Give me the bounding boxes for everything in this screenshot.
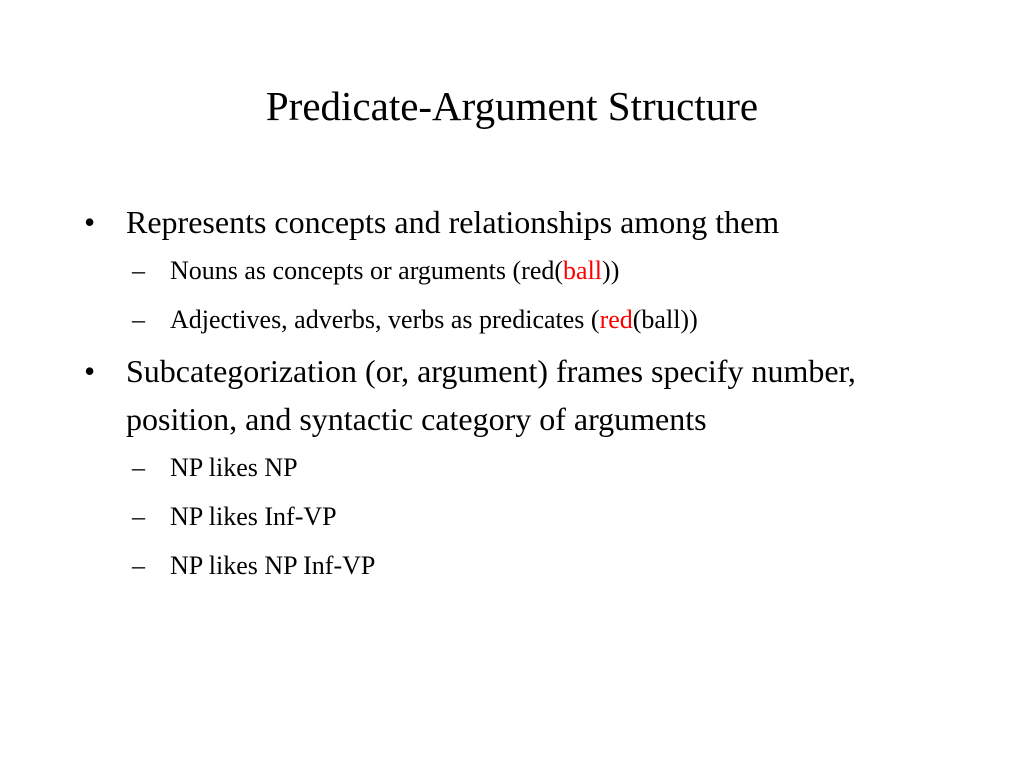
- bullet-list: [84, 198, 944, 593]
- bullet-marker: •: [84, 204, 96, 240]
- sub-bullet-text-before: Nouns as concepts or arguments (red(: [170, 256, 564, 285]
- bullet-item-subcategorization: [84, 347, 944, 590]
- sub-bullet-text-after: (ball)): [632, 305, 698, 334]
- dash-marker: –: [132, 305, 145, 334]
- bullet-text: Subcategorization (or, argument) frames specify number, position, and syntactic category of arguments: [126, 353, 856, 437]
- sub-bullet-frame-1: [126, 443, 944, 492]
- sub-bullet-predicates: [126, 295, 944, 344]
- sub-bullet-list: [126, 246, 944, 344]
- sub-bullet-frame-3: [126, 541, 944, 590]
- sub-bullet-text-after: )): [602, 256, 620, 285]
- sub-bullet-text: NP likes NP: [170, 453, 298, 482]
- dash-marker: –: [132, 551, 145, 580]
- sub-bullet-text-before: Adjectives, adverbs, verbs as predicates (: [170, 305, 600, 334]
- sub-bullet-frame-2: [126, 492, 944, 541]
- dash-marker: –: [132, 256, 145, 285]
- slide-title: Predicate-Argument Structure: [265, 83, 759, 129]
- bullet-text: Represents concepts and relationships among them: [126, 204, 780, 240]
- sub-bullet-nouns: [126, 246, 944, 295]
- bullet-marker: •: [84, 353, 96, 389]
- bullet-item-concepts: [84, 198, 944, 344]
- sub-bullet-text: NP likes NP Inf-VP: [170, 551, 376, 580]
- highlight-red: red: [599, 305, 633, 334]
- dash-marker: –: [132, 453, 145, 482]
- sub-bullet-list: [126, 443, 944, 590]
- highlight-ball: ball: [563, 256, 603, 285]
- dash-marker: –: [132, 502, 145, 531]
- sub-bullet-text: NP likes Inf-VP: [170, 502, 337, 531]
